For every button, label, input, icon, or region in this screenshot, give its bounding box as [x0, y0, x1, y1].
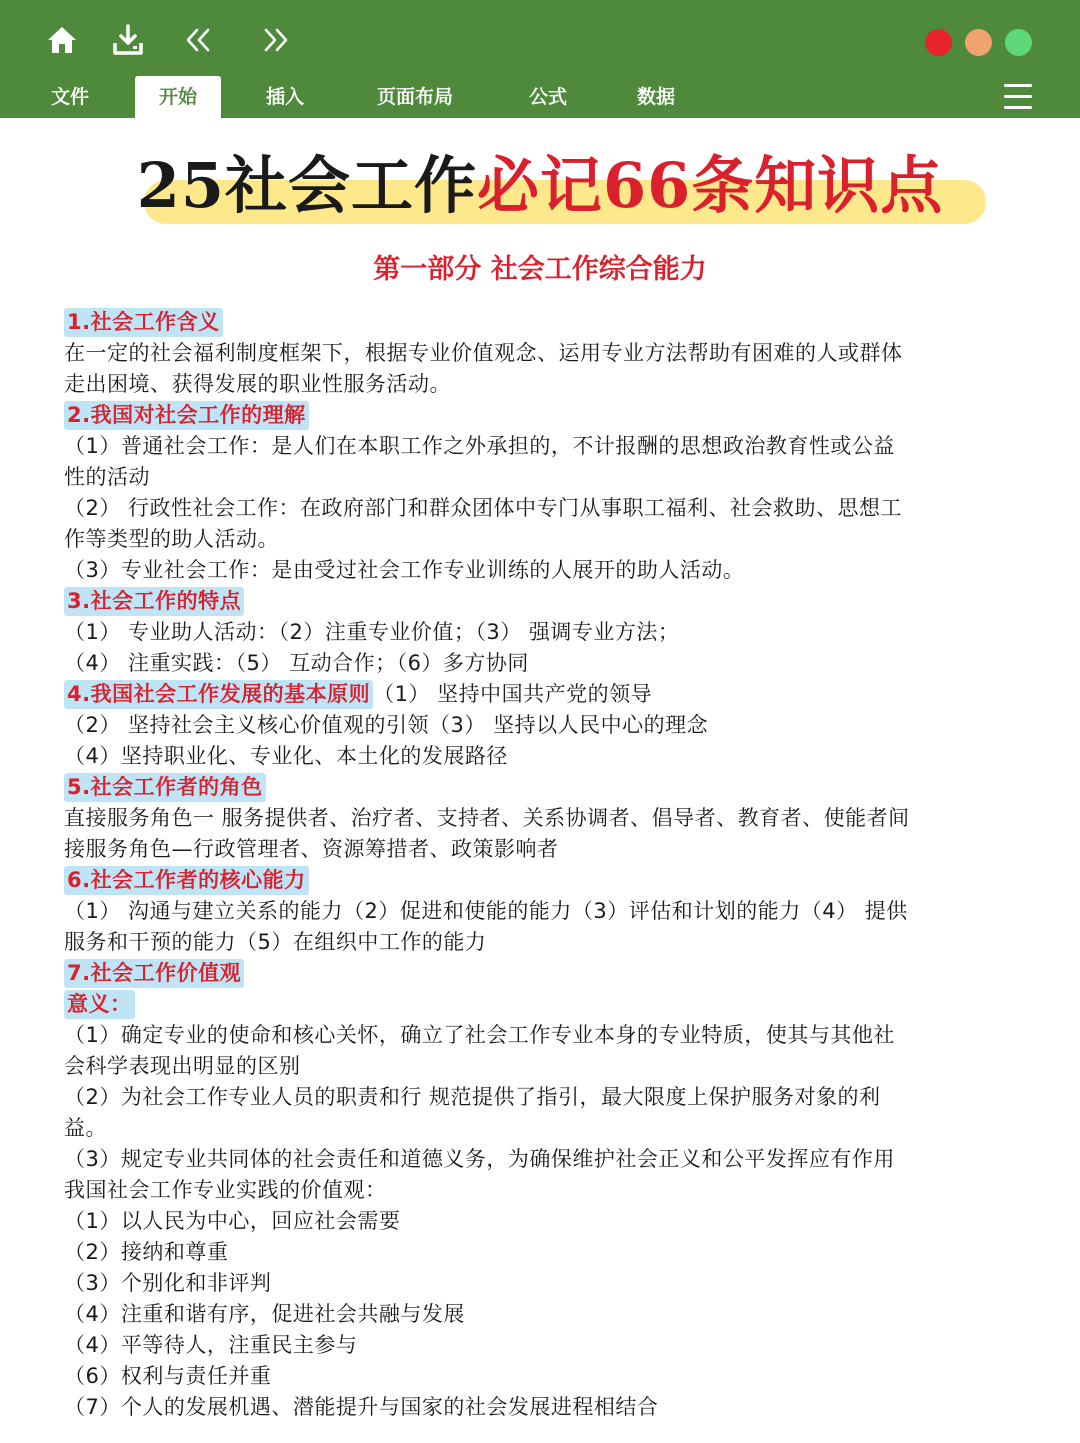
title-area — [0, 140, 1080, 240]
point-heading: 4.我国社会工作发展的基本原则 — [64, 680, 373, 709]
point-heading: 5.社会工作者的角色 — [64, 773, 266, 802]
point-text: 我国社会工作专业实践的价值观： — [64, 1178, 387, 1202]
point-text: （4）注重和谐有序，促进社会共融与发展 — [64, 1302, 465, 1326]
tab-data[interactable]: 数据 — [636, 86, 675, 108]
window-controls — [912, 29, 1032, 56]
text-line — [64, 648, 1024, 679]
text-line — [64, 1392, 1024, 1423]
text-line — [64, 1237, 1024, 1268]
heading-line — [64, 865, 1024, 896]
heading-line — [64, 307, 1024, 338]
text-line — [64, 1175, 1024, 1206]
text-line — [64, 369, 1024, 400]
page-title — [0, 140, 1080, 232]
text-line — [64, 1206, 1024, 1237]
point-text: 益。 — [64, 1116, 107, 1140]
text-line — [64, 431, 1024, 462]
text-line — [64, 1082, 1024, 1113]
ribbon-tabs — [0, 76, 1080, 118]
text-line — [64, 803, 1024, 834]
title-part-black: 25社会工作 — [136, 149, 477, 222]
point-text: 作等类型的助人活动。 — [64, 527, 279, 551]
point-text: 直接服务角色一 服务提供者、治疗者、支持者、关系协调者、倡导者、教育者、使能者间 — [64, 806, 910, 830]
text-line — [64, 927, 1024, 958]
point-text: （1）普通社会工作：是人们在本职工作之外承担的，不计报酬的思想政治教育性或公益 — [64, 434, 895, 458]
point-heading: 3.社会工作的特点 — [64, 587, 244, 616]
point-text: （6）权利与责任并重 — [64, 1364, 272, 1388]
tab-home[interactable]: 开始 — [135, 76, 221, 118]
text-line — [64, 834, 1024, 865]
heading-line — [64, 400, 1024, 431]
point-text: （1）确定专业的使命和核心关怀，确立了社会工作专业本身的专业特质，使其与其他社 — [64, 1023, 895, 1047]
heading-line — [64, 772, 1024, 803]
point-heading: 意义： — [64, 990, 135, 1019]
point-heading: 2.我国对社会工作的理解 — [64, 401, 309, 430]
point-text: 会科学表现出明显的区别 — [64, 1054, 301, 1078]
point-heading: 7.社会工作价值观 — [64, 959, 244, 988]
menu-icon[interactable] — [1004, 84, 1032, 110]
section-title: 第一部分 社会工作综合能力 — [373, 254, 707, 285]
text-line — [64, 1268, 1024, 1299]
app-toolbar — [0, 0, 1080, 118]
heading-line — [64, 586, 1024, 617]
point-text: （2）接纳和尊重 — [64, 1240, 229, 1264]
point-text: （3）规定专业共同体的社会责任和道德义务，为确保维护社会正义和公平发挥应有作用 — [64, 1147, 895, 1171]
text-line — [64, 1330, 1024, 1361]
point-text: （4） 注重实践：（5） 互动合作；（6）多方协同 — [64, 651, 529, 675]
point-text: （1） 坚持中国共产党的领导 — [373, 682, 653, 706]
point-text: （2） 行政性社会工作：在政府部门和群众团体中专门从事职工福利、社会救助、思想工 — [64, 496, 903, 520]
minimize-dot[interactable] — [965, 29, 992, 56]
close-dot[interactable] — [925, 29, 952, 56]
heading-line — [64, 958, 1024, 989]
point-heading: 1.社会工作含义 — [64, 308, 223, 337]
point-text: 性的活动 — [64, 465, 150, 489]
point-text: （3）专业社会工作：是由受过社会工作专业训练的人展开的助人活动。 — [64, 558, 745, 582]
text-line — [64, 710, 1024, 741]
point-text: 走出困境、获得发展的职业性服务活动。 — [64, 372, 451, 396]
text-line — [64, 617, 1024, 648]
point-heading: 6.社会工作者的核心能力 — [64, 866, 309, 895]
text-line — [64, 493, 1024, 524]
tab-page-layout[interactable]: 页面布局 — [376, 86, 453, 108]
next-icon[interactable] — [258, 22, 294, 58]
point-text: 服务和干预的能力（5）在组织中工作的能力 — [64, 930, 487, 954]
heading-line — [64, 679, 1024, 710]
text-line — [64, 1020, 1024, 1051]
text-line — [64, 462, 1024, 493]
download-icon[interactable] — [110, 22, 146, 58]
point-text: （2） 坚持社会主义核心价值观的引领（3） 坚持以人民中心的理念 — [64, 713, 709, 737]
text-line — [64, 1299, 1024, 1330]
title-part-red: 必记66条知识点 — [477, 149, 944, 222]
text-line — [64, 1361, 1024, 1392]
text-line — [64, 1144, 1024, 1175]
tab-file[interactable]: 文件 — [50, 86, 89, 108]
text-line — [64, 524, 1024, 555]
tab-formula[interactable]: 公式 — [528, 86, 567, 108]
point-text: （1） 沟通与建立关系的能力（2）促进和使能的能力（3）评估和计划的能力（4） 提供 — [64, 899, 908, 923]
quick-access-bar — [44, 22, 324, 58]
maximize-dot[interactable] — [1005, 29, 1032, 56]
text-line — [64, 1113, 1024, 1144]
text-line — [64, 338, 1024, 369]
home-icon[interactable] — [44, 22, 80, 58]
text-line — [64, 1051, 1024, 1082]
point-text: （1） 专业助人活动：（2）注重专业价值；（3） 强调专业方法； — [64, 620, 680, 644]
tab-insert[interactable]: 插入 — [265, 86, 304, 108]
point-text: （4）坚持职业化、专业化、本土化的发展路径 — [64, 744, 508, 768]
point-text: （1）以人民为中心，回应社会需要 — [64, 1209, 401, 1233]
knowledge-content — [64, 307, 1024, 1423]
heading-line — [64, 989, 1024, 1020]
text-line — [64, 741, 1024, 772]
point-text: （7）个人的发展机遇、潜能提升与国家的社会发展进程相结合 — [64, 1395, 659, 1419]
text-line — [64, 896, 1024, 927]
point-text: 在一定的社会福利制度框架下，根据专业价值观念、运用专业方法帮助有困难的人或群体 — [64, 341, 903, 365]
text-line — [64, 555, 1024, 586]
prev-icon[interactable] — [180, 22, 216, 58]
point-text: 接服务角色—行政管理者、资源筹措者、政策影响者 — [64, 837, 559, 861]
point-text: （3）个别化和非评判 — [64, 1271, 272, 1295]
point-text: （2）为社会工作专业人员的职责和行 规范提供了指引，最大限度上保护服务对象的利 — [64, 1085, 881, 1109]
point-text: （4）平等待人，注重民主参与 — [64, 1333, 358, 1357]
